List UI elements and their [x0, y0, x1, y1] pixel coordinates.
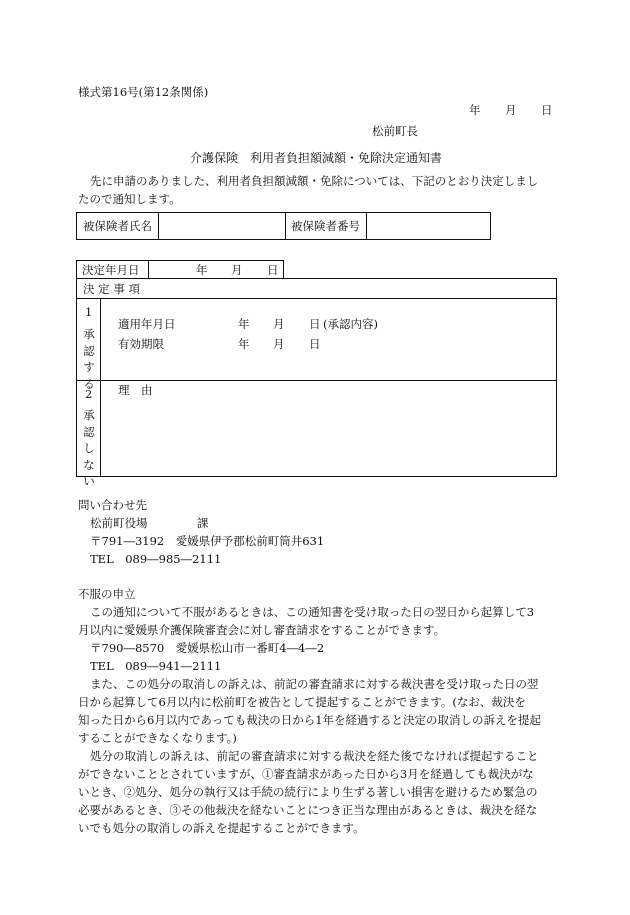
- date-year-label: 年: [469, 103, 481, 117]
- valid-day: 日: [309, 337, 321, 351]
- appeal-p3-line2: ができないこととされていますが、①審査請求があった日から3月を経過しても裁決がな: [78, 767, 534, 781]
- date-month-label: 月: [505, 103, 517, 117]
- reason-label: 理 由: [118, 383, 153, 397]
- decision-date-box: [76, 260, 284, 279]
- approve-vertical-label: 承 認 す る: [83, 327, 95, 391]
- valid-year: 年: [238, 337, 250, 351]
- decision-table: [76, 278, 557, 488]
- apply-month: 月: [273, 317, 285, 331]
- appeal-p3-line4: 必要があるとき、③その他裁決を経ないことにつき正当な理由があるときは、裁決を経な: [78, 803, 538, 817]
- appeal-p3-line3: いとき、②処分、処分の執行又は手続の続行により生ずる著しい損害を避けるため緊急の: [78, 785, 538, 799]
- decision-header: 決 定 事 項: [83, 282, 140, 296]
- apply-date-label: 適用年月日: [118, 317, 176, 331]
- document-title: 介護保険 利用者負担額減額・免除決定通知書: [190, 151, 443, 165]
- appeal-heading: 不服の申立: [78, 587, 136, 601]
- apply-day: 日: [309, 317, 321, 331]
- approve-number: 1: [85, 305, 93, 319]
- insured-table: [76, 212, 491, 240]
- decision-date-month: 月: [231, 263, 243, 277]
- appeal-p3-line1: 処分の取消しの訴えは、前記の審査請求に対する裁決を経た後でなければ提起すること: [90, 749, 539, 763]
- form-number: 様式第16号(第12条関係): [78, 85, 209, 99]
- contact-tel: TEL 089―985―2111: [90, 552, 222, 566]
- approval-note: (承認内容): [323, 317, 378, 331]
- apply-year: 年: [238, 317, 250, 331]
- insured-number-label: 被保険者番号: [291, 219, 360, 233]
- appeal-p2-line1: また、この処分の取消しの訴えは、前記の審査請求に対する裁決書を受け取った日の翌: [90, 677, 539, 691]
- appeal-p2-line2: 日から起算して6月以内に松前町を被告として提起することができます。(なお、裁決を: [78, 695, 526, 709]
- appeal-tel: TEL 089―941―2111: [90, 659, 222, 673]
- appeal-address: 〒790―8570 愛媛県松山市一番町4―4―2: [90, 641, 325, 655]
- reject-number: 2: [85, 387, 93, 401]
- appeal-p3-line5: いでも処分の取消しの訴えを提起することができます。: [78, 821, 365, 835]
- issuer: 松前町長: [372, 124, 418, 138]
- appeal-p2-line4: することができなくなります。): [78, 731, 237, 745]
- decision-date-day: 日: [267, 263, 279, 277]
- valid-month: 月: [273, 337, 285, 351]
- valid-period-label: 有効期限: [118, 337, 164, 351]
- intro-line-1: 先に申請のありました、利用者負担額減額・免除については、下記のとおり決定しまし: [90, 174, 539, 188]
- contact-office: 松前町役場: [90, 516, 148, 530]
- decision-date-year: 年: [196, 263, 208, 277]
- contact-section: 課: [197, 516, 209, 530]
- reject-vertical-label: 承 認 し な い: [83, 408, 95, 488]
- appeal-p1-line2: 月以内に愛媛県介護保険審査会に対し審査請求をすることができます。: [78, 623, 446, 637]
- appeal-p1-line1: この通知について不服があるときは、この通知書を受け取った日の翌日から起算して3: [90, 605, 535, 619]
- insured-name-label: 被保険者氏名: [83, 219, 152, 233]
- intro-line-2: たので通知します。: [78, 192, 181, 206]
- contact-address: 〒791―3192 愛媛県伊予郡松前町筒井631: [90, 534, 325, 548]
- appeal-p2-line3: 知った日から6月以内であっても裁決の日から1年を経過すると決定の取消しの訴えを提起: [78, 713, 542, 727]
- date-day-label: 日: [541, 103, 553, 117]
- contact-heading: 問い合わせ先: [78, 498, 147, 512]
- decision-date-label: 決定年月日: [82, 263, 140, 277]
